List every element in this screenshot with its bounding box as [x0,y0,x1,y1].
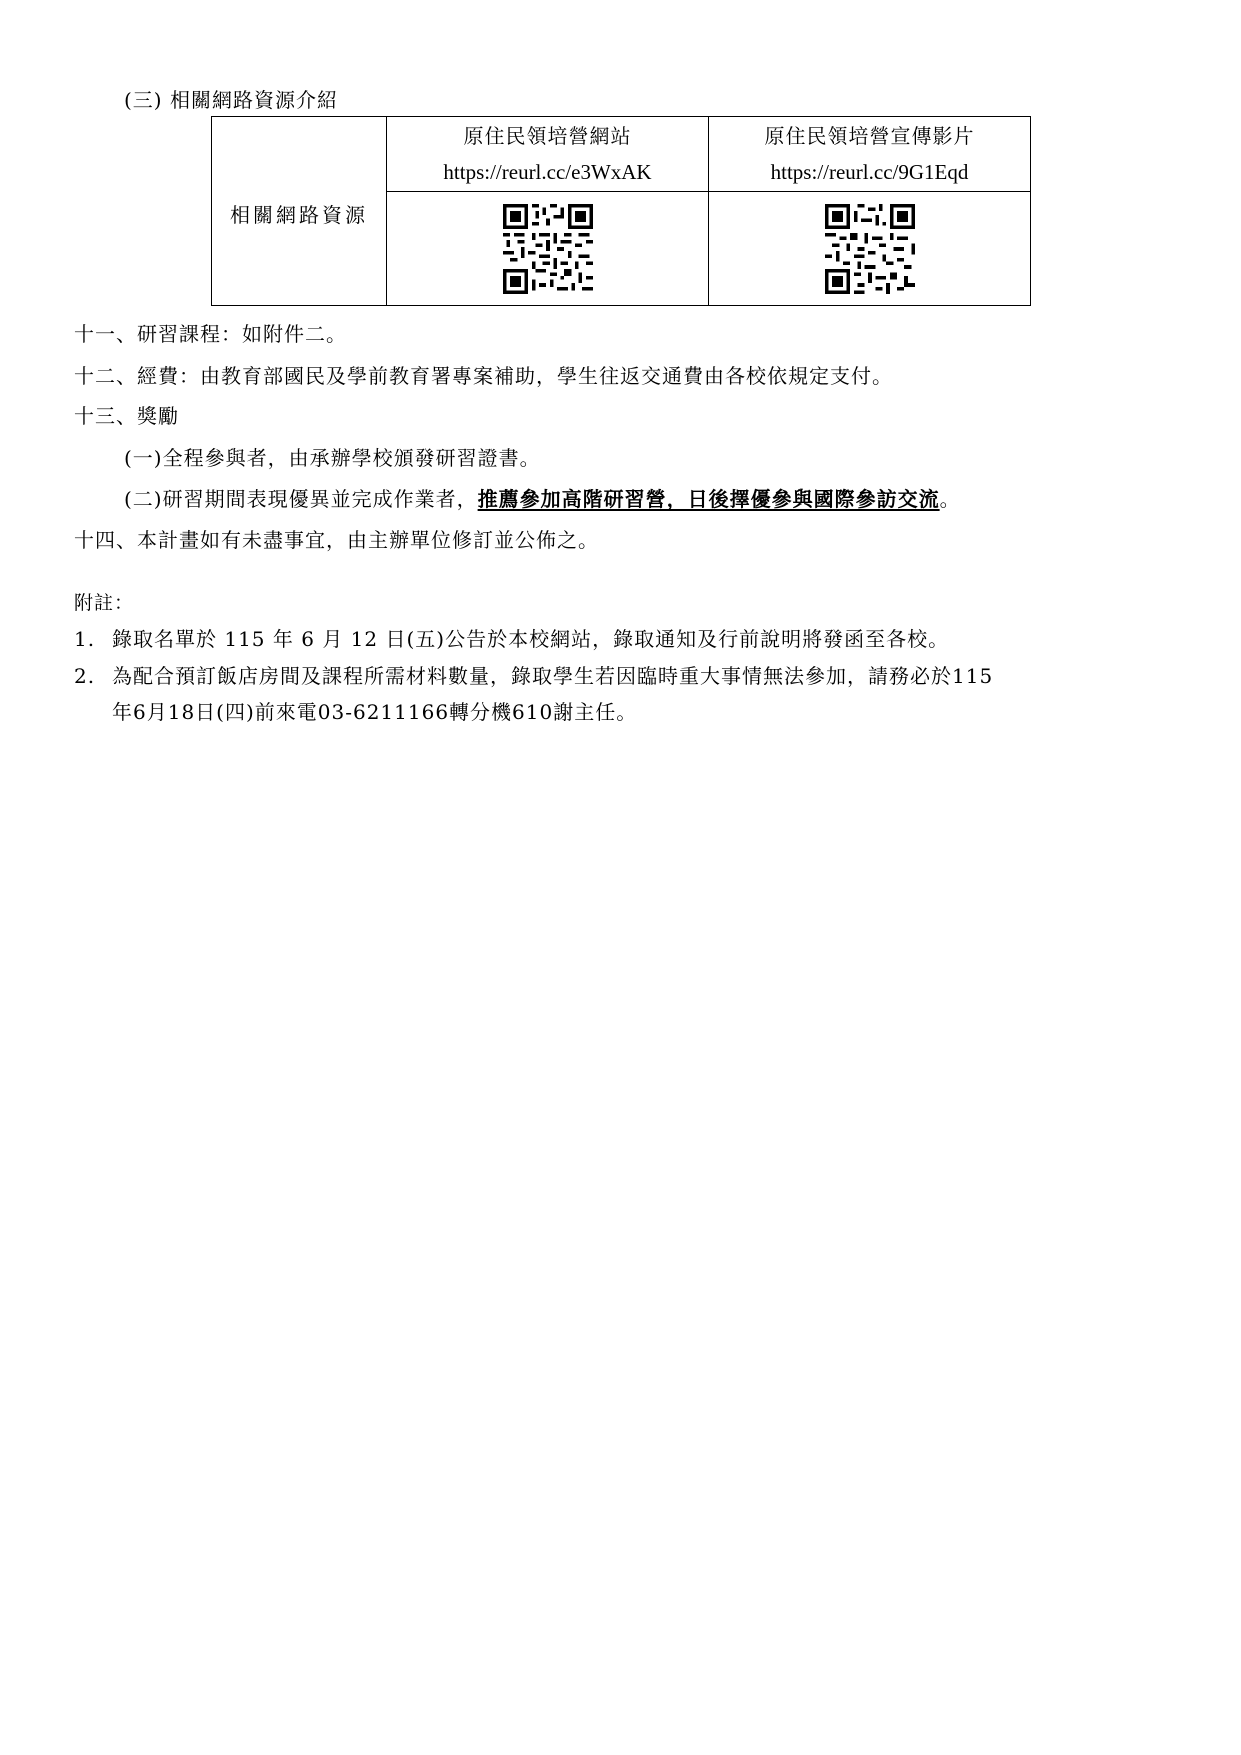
resource-cell-video [709,117,1031,192]
item-fourteen: 十四、本計畫如有未盡事宜，由主辦單位修訂並公佈之。 [74,528,599,552]
qr-code-icon[interactable] [825,204,915,294]
resource-title: 原住民領培營宣傳影片 [764,124,975,148]
item-thirteen-sub-1: (一)全程參與者，由承辦學校頒發研習證書。 [124,446,541,470]
resources-row-label: 相關網路資源 [212,117,387,306]
note-text: 錄取名單於 115 年 6 月 12 日(五)公告於本校網站，錄取通知及行前說明將發函至各校。 [112,627,950,651]
note-text-line2: 年6月18日(四)前來電03-6211166轉分機610謝主任。 [112,700,638,724]
resource-url-link[interactable]: https://reurl.cc/e3WxAK [443,160,652,184]
sub-2-suffix: 。 [939,487,961,511]
sub-2-prefix: (二)研習期間表現優異並完成作業者， [124,487,478,511]
item-thirteen: 十三、獎勵 [74,404,179,428]
notes-heading: 附註： [74,592,135,614]
note-number: 2. [74,664,96,688]
resource-cell-website [387,117,709,192]
note-text-line1: 為配合預訂飯店房間及課程所需材料數量，錄取學生若因臨時重大事情無法參加，請務必於115 [112,664,994,688]
item-eleven: 十一、研習課程：如附件二。 [74,322,347,346]
item-thirteen-sub-2 [124,485,961,513]
item-twelve: 十二、經費：由教育部國民及學前教育署專案補助，學生往返交通費由各校依規定支付。 [74,364,893,388]
resource-url-link[interactable]: https://reurl.cc/9G1Eqd [770,160,969,184]
sub-2-emphasis: 推薦參加高階研習營，日後擇優參與國際參訪交流 [477,487,940,511]
note-number: 1. [74,627,96,651]
resources-table [211,116,1031,306]
resource-title: 原住民領培營網站 [463,124,632,148]
resources-heading: (三) 相關網路資源介紹 [124,88,338,112]
qr-cell-website [387,192,709,306]
qr-code-icon[interactable] [503,204,593,294]
qr-cell-video [709,192,1031,306]
